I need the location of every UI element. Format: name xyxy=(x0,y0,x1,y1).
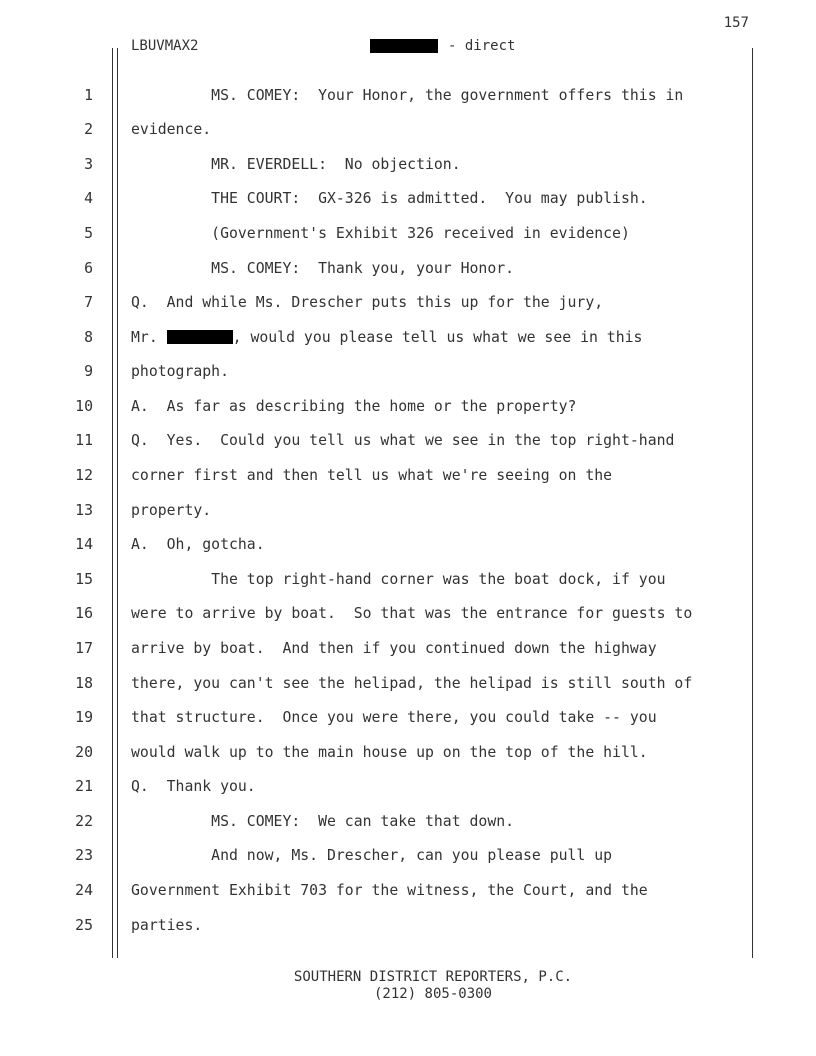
line-text: MS. COMEY: Thank you, your Honor. xyxy=(131,260,515,277)
line-number: 4 xyxy=(84,190,93,207)
line-text: And now, Ms. Drescher, can you please pull up xyxy=(131,847,613,864)
transcript-line xyxy=(0,225,816,249)
case-id: LBUVMAX2 xyxy=(131,38,199,54)
line-number: 16 xyxy=(75,605,93,622)
line-number: 11 xyxy=(75,432,93,449)
line-text: there, you can't see the helipad, the helipad is still south of xyxy=(131,675,693,692)
line-number: 22 xyxy=(75,813,93,830)
line-number: 17 xyxy=(75,640,93,657)
transcript-line xyxy=(0,190,816,214)
line-number: 3 xyxy=(84,156,93,173)
line-text: parties. xyxy=(131,917,203,934)
line-text: (Government's Exhibit 326 received in evidence) xyxy=(131,225,630,242)
line-number: 2 xyxy=(84,121,93,138)
line-number: 6 xyxy=(84,260,93,277)
transcript-line xyxy=(0,121,816,145)
transcript-line xyxy=(0,432,816,456)
line-number: 21 xyxy=(75,778,93,795)
line-text: were to arrive by boat. So that was the entrance for guests to xyxy=(131,605,693,622)
transcript-line xyxy=(0,536,816,560)
transcript-line xyxy=(0,294,816,318)
line-number: 12 xyxy=(75,467,93,484)
redaction-bar xyxy=(370,39,438,53)
transcript-line xyxy=(0,744,816,768)
line-number: 14 xyxy=(75,536,93,553)
transcript-line xyxy=(0,260,816,284)
line-text: corner first and then tell us what we're seeing on the xyxy=(131,467,613,484)
line-number: 24 xyxy=(75,882,93,899)
line-text: property. xyxy=(131,502,212,519)
line-text: Government Exhibit 703 for the witness, the Court, and the xyxy=(131,882,648,899)
line-text: that structure. Once you were there, you could take -- you xyxy=(131,709,657,726)
line-number: 19 xyxy=(75,709,93,726)
line-text: photograph. xyxy=(131,363,229,380)
line-number: 5 xyxy=(84,225,93,242)
transcript-line xyxy=(0,363,816,387)
line-number: 23 xyxy=(75,847,93,864)
reporter-name: SOUTHERN DISTRICT REPORTERS, P.C. xyxy=(293,969,573,985)
examination-type: - direct xyxy=(448,38,516,54)
line-text-before-redaction: Mr. xyxy=(131,329,167,346)
transcript-line xyxy=(0,87,816,111)
transcript-line xyxy=(0,467,816,491)
line-text: Q. And while Ms. Drescher puts this up for the jury, xyxy=(131,294,604,311)
line-number: 1 xyxy=(84,87,93,104)
transcript-line xyxy=(0,917,816,941)
transcript-line xyxy=(0,709,816,733)
line-number: 7 xyxy=(84,294,93,311)
line-number: 9 xyxy=(84,363,93,380)
line-text: evidence. xyxy=(131,121,212,138)
transcript-line xyxy=(0,813,816,837)
line-number: 10 xyxy=(75,398,93,415)
transcript-line xyxy=(0,778,816,802)
line-number: 15 xyxy=(75,571,93,588)
transcript-line xyxy=(0,847,816,871)
line-text: would walk up to the main house up on the top of the hill. xyxy=(131,744,648,761)
line-text: THE COURT: GX-326 is admitted. You may publish. xyxy=(131,190,648,207)
line-text: MS. COMEY: Your Honor, the government offers this in xyxy=(131,87,684,104)
line-text: MS. COMEY: We can take that down. xyxy=(131,813,515,830)
transcript-line xyxy=(0,882,816,906)
transcript-line xyxy=(0,502,816,526)
transcript-line xyxy=(0,571,816,595)
line-text: Q. Yes. Could you tell us what we see in the top right-hand xyxy=(131,432,675,449)
line-text: A. As far as describing the home or the property? xyxy=(131,398,577,415)
redaction-bar xyxy=(167,330,233,344)
line-text: arrive by boat. And then if you continued down the highway xyxy=(131,640,657,657)
transcript-line xyxy=(0,605,816,629)
line-number: 18 xyxy=(75,675,93,692)
line-number: 13 xyxy=(75,502,93,519)
transcript-line xyxy=(0,156,816,180)
line-text: Q. Thank you. xyxy=(131,778,256,795)
transcript-line xyxy=(0,640,816,664)
line-text: MR. EVERDELL: No objection. xyxy=(131,156,461,173)
line-number: 8 xyxy=(84,329,93,346)
transcript-line xyxy=(0,398,816,422)
line-number: 20 xyxy=(75,744,93,761)
transcript-line xyxy=(0,329,816,353)
line-text: A. Oh, gotcha. xyxy=(131,536,265,553)
line-text xyxy=(131,329,642,346)
line-text-after-redaction: , would you please tell us what we see in this xyxy=(232,329,643,346)
line-text: The top right-hand corner was the boat dock, if you xyxy=(131,571,666,588)
reporter-phone: (212) 805-0300 xyxy=(373,986,492,1002)
witness-header xyxy=(370,38,515,54)
line-number: 25 xyxy=(75,917,93,934)
transcript-line xyxy=(0,675,816,699)
page-number: 157 xyxy=(723,15,749,31)
